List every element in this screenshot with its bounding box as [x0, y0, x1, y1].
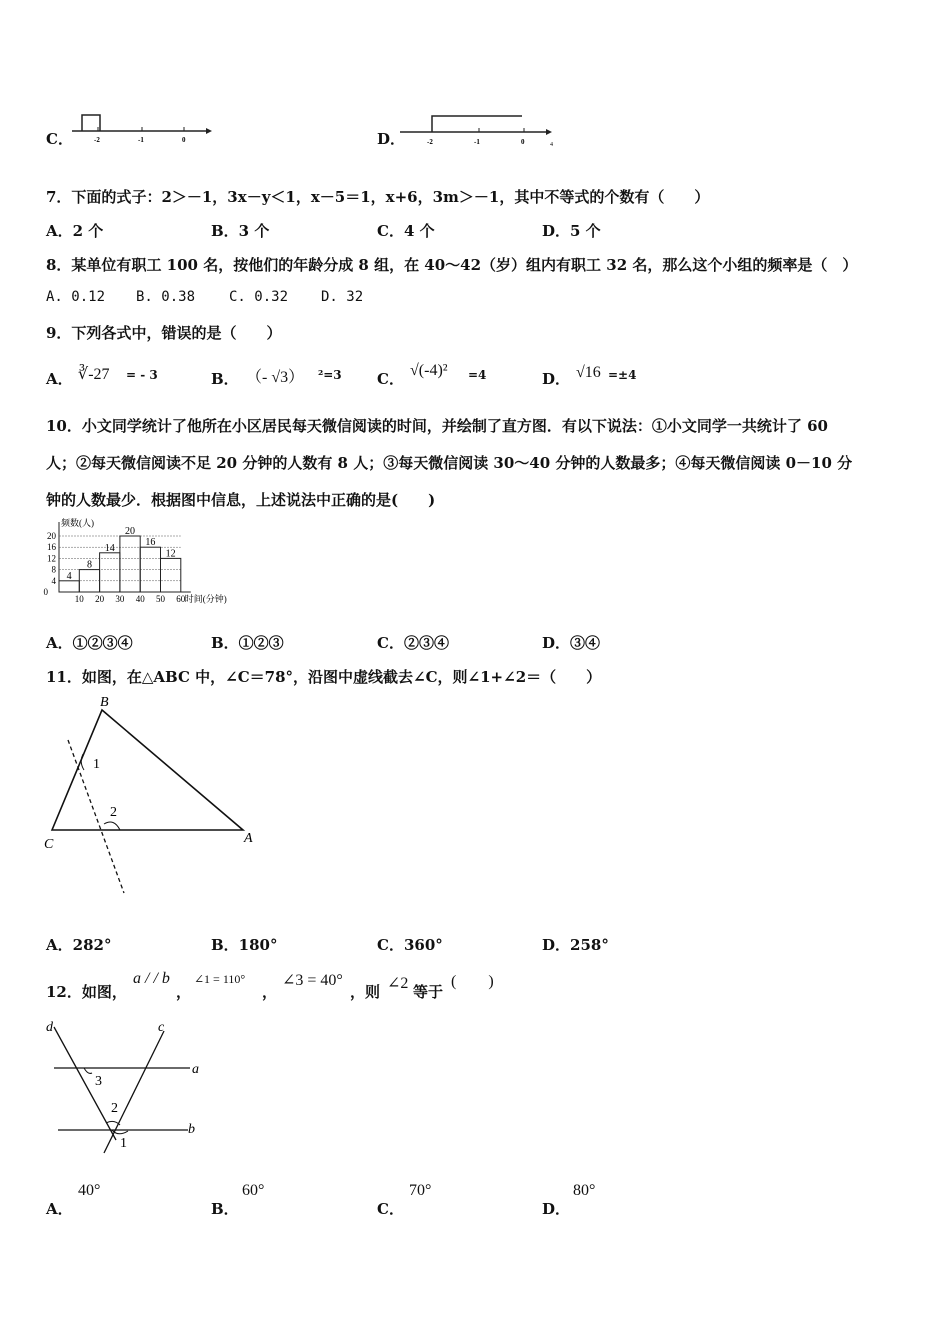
x-tick-label: 20: [95, 594, 105, 604]
q7-option-c[interactable]: C．4 个: [377, 222, 435, 240]
label-c: C: [44, 837, 54, 852]
q10-histogram: [40, 516, 252, 608]
histogram-bar-20-30: [100, 553, 120, 592]
x-tick-label: 50: [156, 594, 165, 604]
bar-value-label: 12: [165, 548, 176, 560]
q12-ask: ∠2: [387, 975, 409, 992]
y-tick-label: 16: [47, 542, 56, 553]
q12-option-d-value[interactable]: 80°: [573, 1182, 596, 1199]
bar-value-label: 20: [125, 526, 136, 537]
label-1: 1: [120, 1136, 127, 1151]
label-d: d: [46, 1020, 53, 1035]
q10-stem-line3: 钟的人数最少．根据图中信息，上述说法中正确的是( ): [46, 491, 436, 509]
label-b: B: [100, 695, 109, 710]
label-1: 1: [93, 757, 100, 772]
q7-option-a[interactable]: A．2 个: [46, 222, 104, 240]
q7-option-b[interactable]: B．3 个: [211, 222, 270, 240]
q6-c-tick-1: -2: [94, 136, 100, 144]
label-b: b: [188, 1122, 195, 1137]
q12-option-c-value[interactable]: 70°: [409, 1182, 432, 1199]
q11-option-d[interactable]: D．258°: [542, 936, 609, 954]
q9-option-c-label: C．: [377, 370, 404, 388]
x-axis-title: 时间(分钟): [184, 594, 227, 604]
triangle-abc: [52, 710, 243, 830]
q12-cond1: a / / b: [133, 970, 170, 987]
q11-stem: 11．如图，在△ABC 中，∠C＝78°，沿图中虚线截去∠C，则∠1+∠2＝（ ）: [46, 668, 602, 686]
q9-option-a-result: = - 3: [126, 368, 158, 382]
q6-c-tick-3: 0: [182, 136, 186, 144]
q12-option-a-label: A．: [46, 1200, 73, 1218]
q6-d-tick-2: -1: [474, 138, 480, 146]
q9-option-d-result: =±4: [608, 368, 637, 382]
q9-stem: 9．下列各式中，错误的是（ ）: [46, 324, 282, 342]
angle-3-arc: [84, 1068, 92, 1073]
q12-paren: ( ): [451, 973, 494, 990]
q12-option-b-value[interactable]: 60°: [242, 1182, 265, 1199]
q9-option-b-label: B．: [211, 370, 239, 388]
q9-option-b-expr[interactable]: （- √3）: [246, 369, 305, 386]
q8-option-c[interactable]: C. 0.32: [229, 289, 289, 305]
q8-option-d[interactable]: D. 32: [321, 289, 364, 305]
q9-option-b-result: ²=3: [318, 368, 342, 382]
q6-option-c-numberline: [72, 108, 212, 148]
histogram-bar-0-10: [59, 581, 79, 592]
x-tick-label: 40: [135, 594, 145, 604]
q8-option-a[interactable]: A. 0.12: [46, 289, 106, 305]
histogram-plot: [44, 517, 227, 604]
q11-triangle-figure: [40, 690, 270, 900]
bar-value-label: 16: [145, 537, 156, 549]
q6-d-extra: 4: [550, 142, 553, 148]
q12-cond2: ∠1 = 110°: [194, 972, 246, 986]
q8-stem: 8．某单位有职工 100 名，按他们的年龄分成 8 组，在 40～42（岁）组内有职工 32 名，那么这个小组的频率是（ ）: [46, 256, 858, 274]
q6-d-tick-1: -2: [427, 138, 433, 146]
q9-option-a-expr[interactable]: ∛-27: [78, 366, 110, 383]
q12-parallel-lines-figure: [40, 1015, 210, 1155]
q9-option-c-expr[interactable]: √(-4)²: [410, 362, 448, 379]
q12-option-b-label: B．: [211, 1200, 239, 1218]
x-tick-label: 60: [176, 594, 186, 604]
q6-option-c-label: C．: [46, 130, 73, 148]
q10-option-d[interactable]: D．③④: [542, 634, 601, 652]
q9-option-c-result: =4: [468, 368, 487, 382]
q9-option-d-label: D．: [542, 370, 571, 388]
histogram-bar-30-40: [120, 536, 140, 592]
q6-option-d-numberline: [400, 108, 560, 150]
bar-value-label: 14: [104, 542, 115, 554]
label-a: a: [192, 1062, 199, 1077]
histogram-bar-50-60: [161, 558, 181, 592]
line-c: [104, 1031, 164, 1153]
q10-option-a[interactable]: A．①②③④: [46, 634, 133, 652]
y-tick-label: 8: [51, 564, 56, 575]
y-axis-title: 频数(人): [61, 518, 94, 528]
q12-comma1: ，: [176, 983, 192, 1001]
q6-c-tick-2: -1: [138, 136, 144, 144]
bar-value-label: 8: [86, 559, 92, 571]
q12-option-d-label: D．: [542, 1200, 571, 1218]
q12-comma2: ，: [262, 983, 278, 1001]
q11-option-b[interactable]: B．180°: [211, 936, 278, 954]
q10-stem-line2: 人；②每天微信阅读不足 20 分钟的人数有 8 人；③每天微信阅读 30～40 分钟的人数最多；④每天微信阅读 0－10 分: [46, 454, 853, 472]
q12-mid: ，则: [350, 983, 381, 1001]
x-tick-label: 30: [115, 594, 125, 604]
y-origin-label: 0: [43, 587, 48, 597]
q10-option-b[interactable]: B．①②③: [211, 634, 284, 652]
y-tick-label: 12: [47, 553, 56, 564]
label-a: A: [244, 831, 253, 846]
label-2: 2: [110, 805, 117, 820]
label-2: 2: [111, 1101, 118, 1116]
q9-option-d-expr[interactable]: √16: [576, 364, 601, 381]
q9-option-a-label: A．: [46, 370, 73, 388]
q12-option-a-value[interactable]: 40°: [78, 1182, 101, 1199]
x-tick-label: 10: [74, 594, 84, 604]
q12-cond3: ∠3 = 40°: [282, 972, 343, 989]
angle-2-arc: [104, 822, 120, 830]
q10-option-c[interactable]: C．②③④: [377, 634, 449, 652]
bar-value-label: 4: [66, 570, 72, 582]
q11-option-c[interactable]: C．360°: [377, 936, 443, 954]
q7-option-d[interactable]: D．5 个: [542, 222, 601, 240]
q7-stem: 7．下面的式子：2＞－1，3x－y＜1，x－5＝1，x+6，3m＞－1，其中不等式的个数有（ ）: [46, 188, 710, 206]
q8-option-b[interactable]: B. 0.38: [136, 289, 196, 305]
q11-option-a[interactable]: A．282°: [46, 936, 112, 954]
q6-option-d-label: D．: [377, 130, 406, 148]
y-tick-label: 4: [51, 575, 56, 586]
y-tick-label: 20: [47, 531, 56, 541]
q12-option-c-label: C．: [377, 1200, 404, 1218]
q12-stem-prefix: 12．如图，: [46, 983, 127, 1001]
q6-d-tick-3: 0: [521, 138, 525, 146]
label-c: c: [158, 1020, 165, 1035]
label-3: 3: [95, 1074, 102, 1089]
q12-suffix: 等于: [413, 983, 444, 1001]
q10-stem-line1: 10．小文同学统计了他所在小区居民每天微信阅读的时间，并绘制了直方图．有以下说法：①小文同学一共统计了 60: [46, 417, 828, 435]
